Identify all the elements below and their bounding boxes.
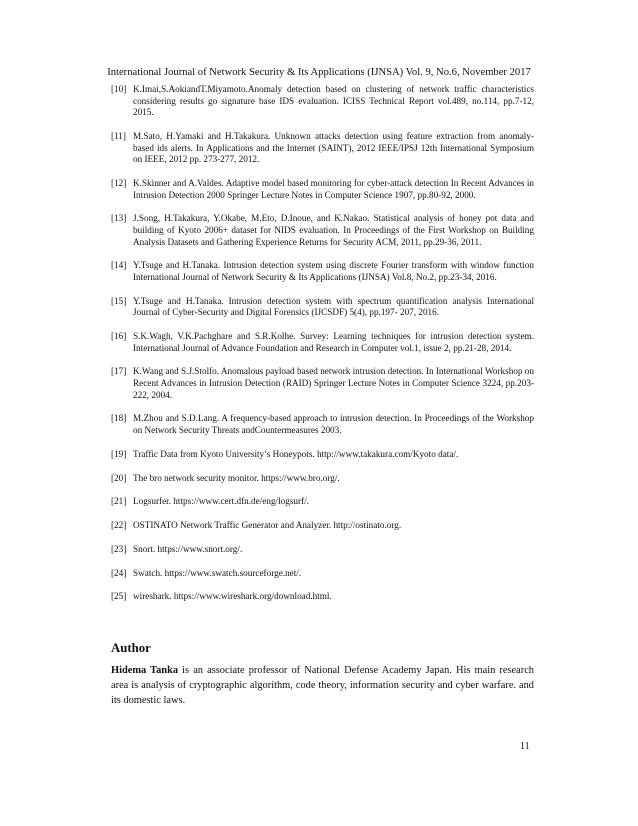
reference-item (111, 496, 534, 508)
reference-number: [21] (111, 496, 127, 507)
reference-text: K.Imai,S.AokiandT.Miyamoto.Anomaly detection based on clustering of network traffic characteristics considering results go signature base IDS evaluation. ICISS Technical Report vol.489, no.114, pp.7-12, 2015. (133, 84, 534, 118)
reference-number: [17] (111, 366, 127, 377)
reference-number: [22] (111, 520, 127, 531)
reference-number: [20] (111, 472, 127, 483)
reference-text: Snort. https://www.snort.org/. (133, 543, 243, 554)
reference-number: [23] (111, 543, 127, 554)
reference-number: [19] (111, 448, 127, 459)
reference-number: [13] (111, 213, 127, 224)
reference-list (111, 84, 534, 615)
reference-item (111, 591, 534, 603)
reference-item (111, 568, 534, 580)
author-bio (111, 663, 534, 708)
reference-number: [11] (111, 130, 126, 141)
reference-item (111, 413, 534, 436)
reference-item (111, 84, 534, 119)
reference-text: Logsurfer. https://www.cert.dfn.de/eng/logsurf/. (133, 496, 309, 507)
author-name: Hidema Tanka (111, 665, 179, 676)
author-bio-text: is an associate professor of National Defense Academy Japan. His main research area is analysis of cryptographic algorithm, code theory, information security and cyber warfare. and its domestic laws. (111, 665, 534, 706)
reference-item (111, 473, 534, 485)
reference-item (111, 366, 534, 401)
author-heading: Author (111, 641, 151, 655)
reference-number: [15] (111, 295, 127, 306)
reference-text: M.Sato, H.Yamaki and H.Takakura. Unknown attacks detection using feature extraction from anomaly-based ids alerts. In Applications and the Internet (SAINT), 2012 IEEE/IPSJ 12th International Symposium on IEEE, 2012 pp. 273-277, 2012. (133, 130, 534, 165)
running-header: International Journal of Network Security & Its Applications (IJNSA) Vol. 9, No.6, November 2017 (107, 67, 531, 78)
reference-item (111, 213, 534, 248)
reference-text: J.Song, H.Takakura, Y.Okabe, M.Eto, D.Inoue, and K.Nakao. Statistical analysis of honey pot data and building of Kyoto 2006+ dataset for NIDS evaluation. In Proceedings of the First Workshop on Building Analysis Datasets and Gathering Experience Returns for Security ACM, 2011, pp.29-36, 2011. (133, 213, 534, 247)
reference-text: K.Wang and S.J.Stolfo. Anomalous payload based network intrusion detection. In International Workshop on Recent Advances in Intrusion Detection (RAID) Springer Lecture Notes in Computer Science 3224, pp.203-222, 2004. (133, 366, 534, 400)
reference-text: K.Skinner and A.Valdes. Adaptive model based monitoring for cyber-attack detection In Recent Advances in Intrusion Detection 2000 Springer Lecture Notes in Computer Science 1907, pp.80-92, 2000. (133, 177, 534, 200)
reference-item (111, 260, 534, 283)
reference-number: [12] (111, 177, 127, 188)
reference-text: The bro network security monitor. https://www.bro.org/. (133, 472, 340, 483)
reference-text: Y.Tsuge and H.Tanaka. Intrusion detection system using discrete Fourier transform with window function International Journal of Network Security & Its Applications (IJNSA) Vol.8, No.2, pp.23-34, 2016. (133, 260, 534, 282)
reference-text: Y.Tsuge and H.Tanaka. Intrusion detection system with spectrum quantification analysis International Journal of Cyber-Security and Digital Forensics (IJCSDF) 5(4), pp.197- 207, 2016. (133, 295, 534, 318)
reference-text: M.Zhou and S.D.Lang. A frequency-based approach to intrusion detection. In Proceedings of the Workshop on Network Security Threats andCountermeasures 2003. (133, 413, 534, 435)
reference-text: Traffic Data from Kyoto University’s Honeypots. http://www.takakura.com/Kyoto data/. (133, 448, 459, 459)
reference-text: OSTINATO Network Traffic Generator and Analyzer. http://ostinato.org. (133, 520, 402, 531)
reference-number: [14] (111, 260, 127, 271)
reference-number: [18] (111, 413, 127, 424)
page-number: 11 (520, 741, 530, 752)
reference-item (111, 331, 534, 354)
reference-item (111, 449, 534, 461)
reference-number: [16] (111, 331, 127, 342)
reference-number: [10] (111, 84, 127, 94)
reference-text: wireshark. https://www.wireshark.org/download.html. (133, 591, 332, 602)
reference-item (111, 520, 534, 532)
reference-text: S.K.Wagh, V.K.Pachghare and S.R.Kolhe. Survey: Learning techniques for intrusion detection system. International Journal of Advance Foundation and Research in Computer vol.1, issue 2, pp.21-28, 2014. (133, 331, 534, 353)
reference-item (111, 544, 534, 556)
reference-item (111, 131, 534, 166)
reference-item (111, 178, 534, 201)
reference-number: [25] (111, 591, 127, 602)
reference-number: [24] (111, 567, 127, 578)
reference-text: Swatch. https://www.swatch.sourceforge.net/. (133, 567, 302, 578)
reference-item (111, 296, 534, 319)
